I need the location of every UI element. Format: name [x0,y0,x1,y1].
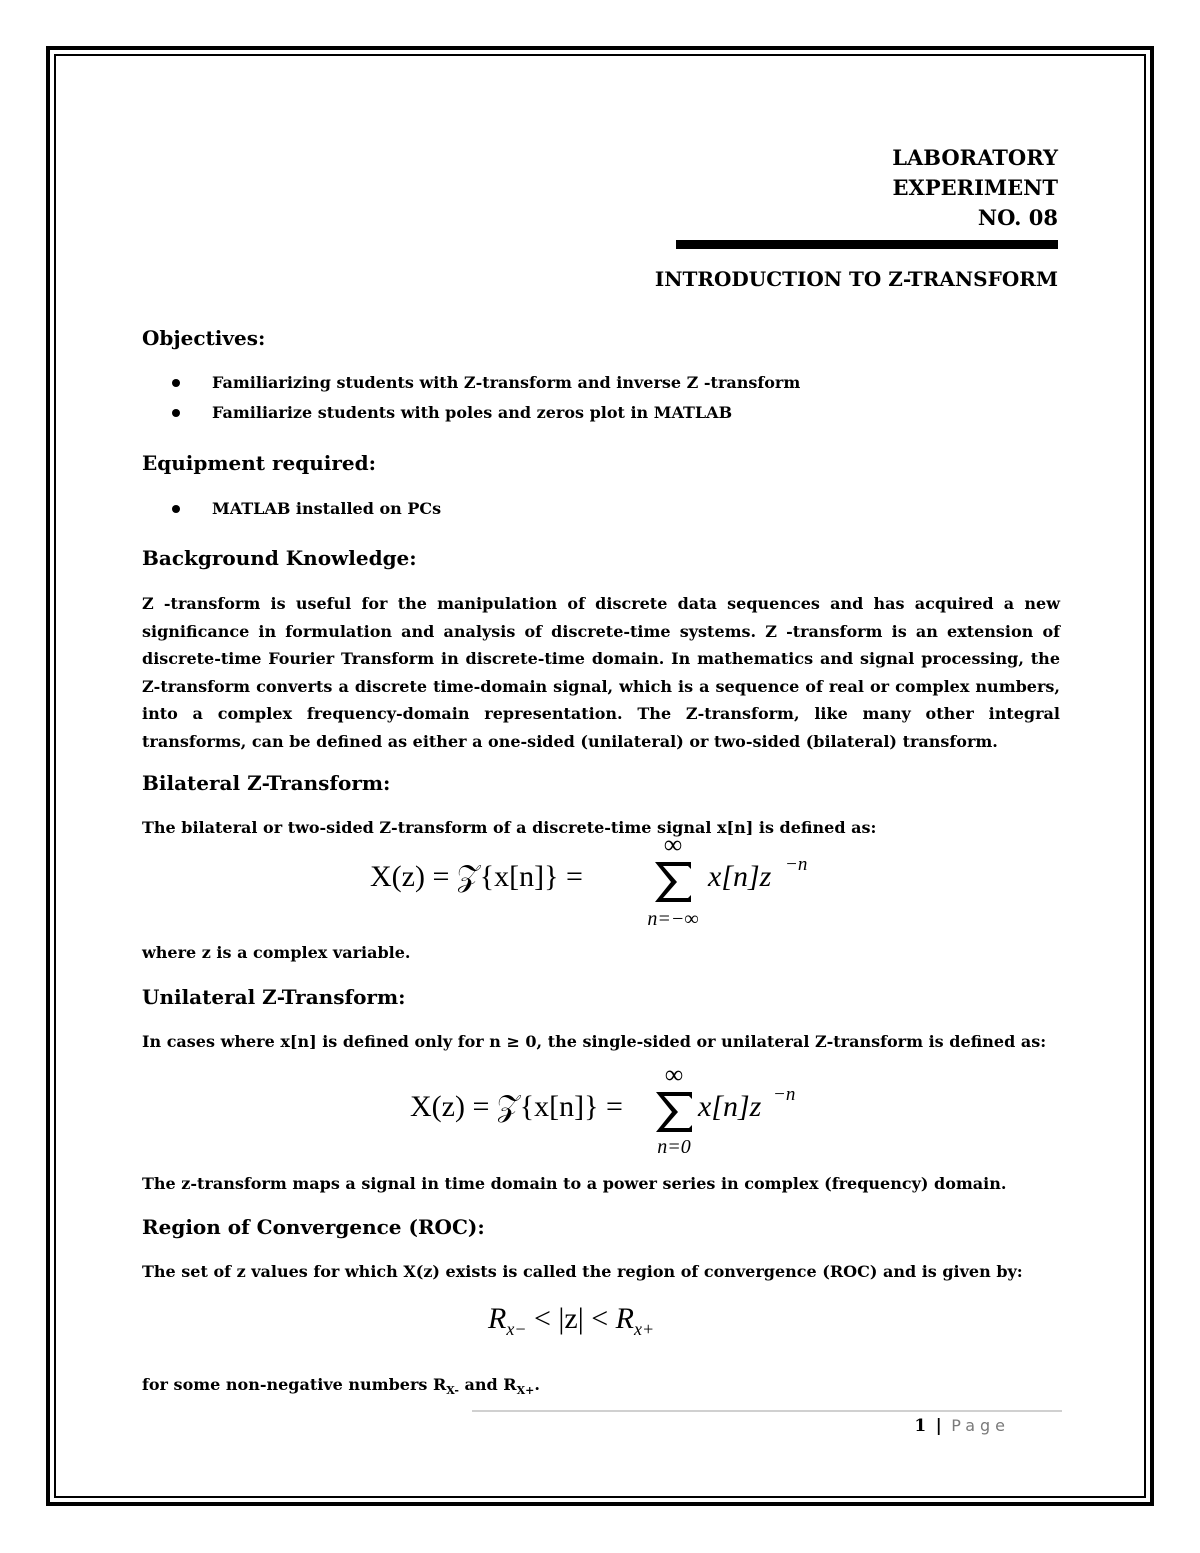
roc-r1: R [488,1302,507,1335]
objectives-heading: Objectives: [142,326,266,350]
lab-title-line3: NO. 08 [977,205,1058,230]
sigma-icon [654,1090,694,1134]
title-rule [676,240,1058,249]
equation-exponent: −n [773,1084,796,1105]
footer-rule [472,1410,1062,1412]
roc-middle: < |z| < [533,1302,609,1335]
bilateral-after: where z is a complex variable. [142,943,411,962]
list-item: Familiarizing students with Z-transform and inverse Z -transform [142,368,1060,398]
roc-equation [488,1302,654,1340]
background-paragraph: Z -transform is useful for the manipulation of discrete data sequences and has acquired a new significance in formulation and analysis of discrete-time systems. Z -transform is an extension of discrete-time Fourier Transform in discrete-time domain. In mathematics and signal processing, the Z-transform converts a discrete time-domain signal, which is a sequence of real or complex numbers, into a complex frequency-domain representation. The Z-transform, like many other integral transforms, can be defined as either a one-sided (unilateral) or two-sided (bilateral) transform. [142,594,1060,751]
equation-rhs: x[n]z [708,860,772,893]
bullet-icon [172,379,180,387]
lab-title [892,143,1058,233]
lab-title-line2: EXPERIMENT [892,175,1058,200]
equation-lhs: X(z) = 𝒵{x[n]} = [410,1090,623,1123]
roc-r2-sub: x+ [633,1319,655,1339]
unilateral-equation [410,1060,830,1160]
equipment-list [142,494,1060,524]
lab-title-line1: LABORATORY [892,145,1058,170]
bilateral-intro: The bilateral or two-sided Z-transform of a discrete-time signal x[n] is defined as: [142,818,877,837]
roc-r1-sub: x− [506,1319,527,1339]
page-label: Page [951,1416,1010,1435]
sum-lower-limit: n=0 [657,1136,691,1158]
objectives-list [142,368,1060,428]
roc-intro: The set of z values for which X(z) exists is called the region of convergence (ROC) and is given by: [142,1262,1023,1281]
bullet-icon [172,505,180,513]
unilateral-intro: In cases where x[n] is defined only for n ≥ 0, the single-sided or unilateral Z-transform is defined as: [142,1032,1047,1051]
sum-upper-limit: ∞ [664,1060,684,1089]
roc-section [142,1215,1060,1239]
background-heading: Background Knowledge: [142,546,417,570]
page-number [914,1416,1010,1436]
equation-lhs: X(z) = 𝒵{x[n]} = [370,860,583,893]
sum-upper-limit: ∞ [663,830,683,859]
equation-exponent: −n [785,854,808,875]
bilateral-equation [370,830,830,930]
equipment-section [142,451,1060,475]
sigma-icon [653,860,693,904]
list-item: MATLAB installed on PCs [142,494,1060,524]
sum-lower-limit: n=−∞ [647,908,699,930]
list-item: Familiarize students with poles and zeros plot in MATLAB [142,398,1060,428]
roc-after: for some non-negative numbers $R_{X-}$ and $R_{X+}$. [142,1375,540,1398]
objectives-section [142,326,1060,350]
roc-r2: R [615,1302,634,1335]
equation-rhs: x[n]z [698,1090,762,1123]
unilateral-section [142,985,1060,1009]
equipment-heading: Equipment required: [142,451,376,475]
unilateral-heading: Unilateral Z-Transform: [142,985,406,1009]
page-separator: | [935,1416,942,1436]
page-number-value: 1 [914,1416,927,1436]
roc-heading: Region of Convergence (ROC): [142,1215,485,1239]
bilateral-section [142,771,1060,795]
background-section [142,546,1060,570]
bilateral-heading: Bilateral Z-Transform: [142,771,391,795]
unilateral-after: The z-transform maps a signal in time domain to a power series in complex (frequency) domain. [142,1174,1007,1193]
bullet-icon [172,409,180,417]
experiment-topic: INTRODUCTION TO Z-TRANSFORM [654,267,1058,291]
